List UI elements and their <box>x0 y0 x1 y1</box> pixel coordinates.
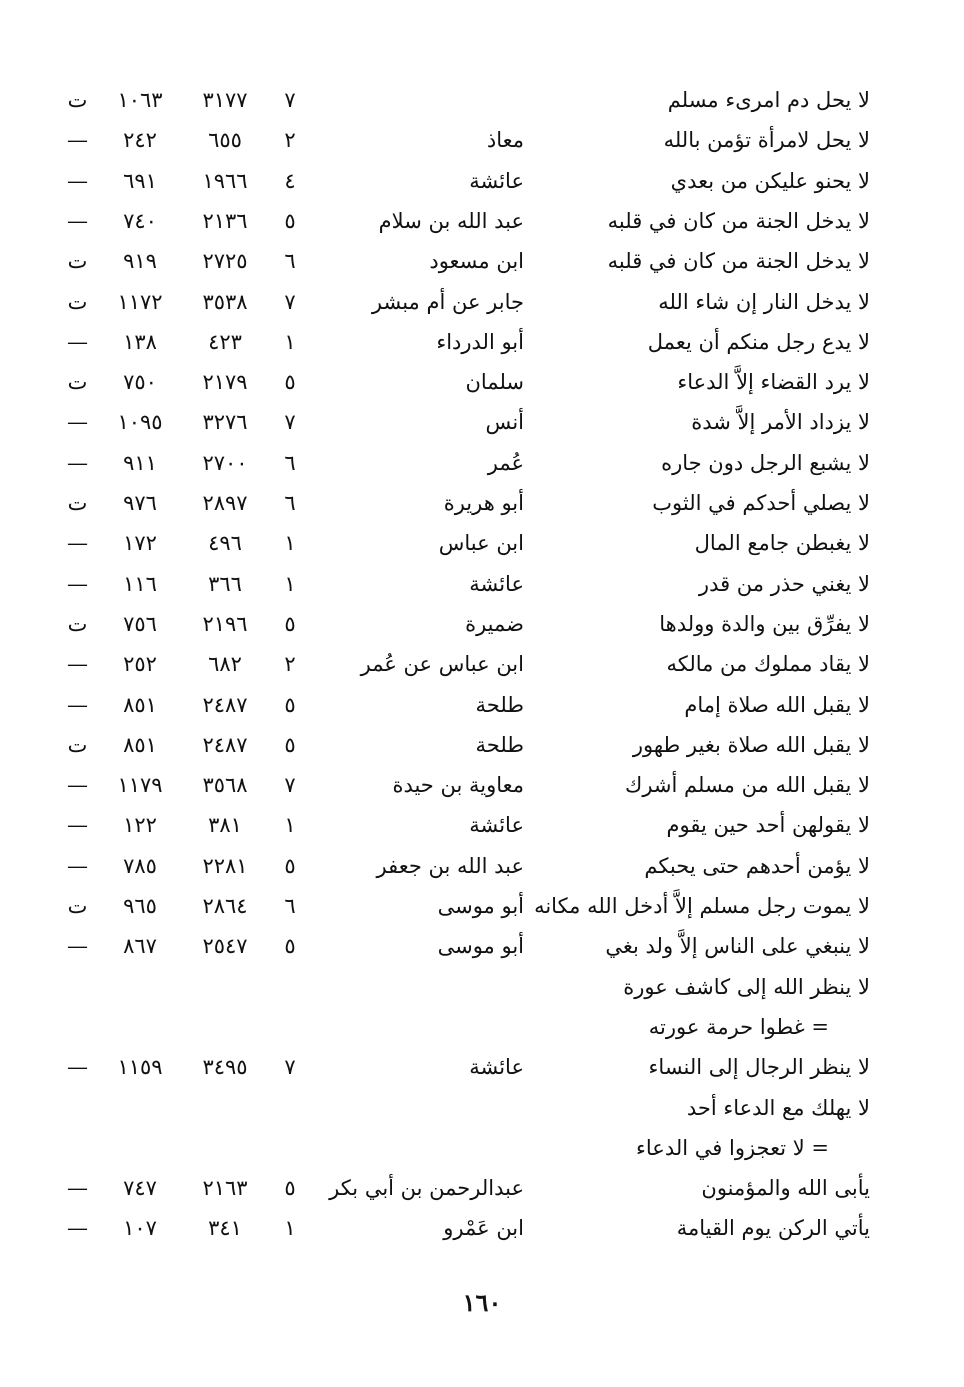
hadith-number: ٢٤٨٧ <box>202 732 248 757</box>
page-reference: ١١٥٩ <box>117 1055 163 1080</box>
page-reference: ٢٥٢ <box>123 652 157 677</box>
source-mark: ت <box>67 289 88 314</box>
hadith-number: ٢٧٢٥ <box>202 249 248 274</box>
table-row <box>0 604 964 644</box>
hadith-text: لا يفرِّق بين والدة وولدها <box>659 611 870 636</box>
hadith-text: لا يقاد مملوك من مالكه <box>666 652 870 677</box>
volume-number: ٧ <box>284 1055 296 1080</box>
hadith-text: يأتي الركن يوم القيامة <box>676 1216 870 1241</box>
page-reference: ٢٤٢ <box>123 128 157 153</box>
hadith-number: ٢١٣٦ <box>202 208 248 233</box>
page-reference: ٧٨٥ <box>123 853 157 878</box>
table-row <box>0 1208 964 1248</box>
page-reference: ١١٧٩ <box>117 773 163 798</box>
page-reference: ١٠٩٥ <box>117 410 163 435</box>
page-reference: ٩٧٦ <box>123 491 157 515</box>
source-mark: — <box>67 571 88 596</box>
volume-number: ١ <box>284 1216 296 1241</box>
narrator: ضميرة <box>465 611 524 636</box>
hadith-number: ٢١٩٦ <box>202 611 248 636</box>
narrator: أبو موسى <box>437 934 524 959</box>
hadith-text: يأبى الله والمؤمنون <box>701 1176 870 1201</box>
narrator: معاذ <box>486 128 524 153</box>
source-mark: — <box>67 813 88 838</box>
table-row <box>0 1047 964 1087</box>
volume-number: ٥ <box>284 853 296 878</box>
hadith-text: لا يقولهن أحد حين يقوم <box>666 813 870 838</box>
narrator: عائشة <box>469 1055 524 1080</box>
volume-number: ٧ <box>284 88 296 112</box>
table-row <box>0 402 964 442</box>
volume-number: ٦ <box>284 249 296 274</box>
table-row <box>0 926 964 966</box>
narrator: أبو موسى <box>437 894 524 918</box>
hadith-number: ٢١٧٩ <box>202 370 248 395</box>
hadith-text: لا يقبل الله من مسلم أشرك <box>625 773 870 798</box>
hadith-text: لا ينظر الله إلى كاشف عورة <box>623 974 870 999</box>
page-reference: ١٧٢ <box>123 531 157 556</box>
hadith-number: ٢٨٦٤ <box>202 894 248 918</box>
hadith-text: لا يؤمن أحدهم حتى يحبكم <box>644 853 870 878</box>
page-reference: ٦٩١ <box>123 168 157 193</box>
volume-number: ١ <box>284 571 296 596</box>
narrator: أنس <box>485 410 524 435</box>
source-mark: — <box>67 692 88 717</box>
volume-number: ٥ <box>284 370 296 395</box>
narrator: عبدالرحمن بن أبي بكر <box>329 1176 524 1201</box>
table-row <box>0 80 964 120</box>
table-row <box>0 523 964 563</box>
table-row <box>0 443 964 483</box>
hadith-number: ٣٢٧٦ <box>202 410 248 435</box>
page-reference: ١٣٨ <box>123 329 157 354</box>
table-row <box>0 725 964 765</box>
hadith-text: = غطوا حرمة عورته <box>648 1014 829 1039</box>
narrator: عبد الله بن سلام <box>378 208 524 233</box>
hadith-text: لا يشبع الرجل دون جاره <box>661 450 870 475</box>
hadith-text: لا يحنو عليكن من بعدي <box>670 168 870 193</box>
table-row <box>0 322 964 362</box>
table-row <box>0 644 964 684</box>
hadith-text: لا يحل لامرأة تؤمن بالله <box>663 128 870 153</box>
table-row <box>0 967 964 1007</box>
hadith-number: ١٩٦٦ <box>202 168 248 193</box>
volume-number: ٧ <box>284 410 296 435</box>
source-mark: — <box>67 329 88 354</box>
hadith-number: ٢٥٤٧ <box>202 934 248 959</box>
narrator: طلحة <box>475 732 524 757</box>
narrator: عُمر <box>487 450 524 475</box>
hadith-number: ٢٢٨١ <box>202 853 248 878</box>
hadith-number: ٦٨٢ <box>208 652 242 677</box>
source-mark: — <box>67 450 88 475</box>
volume-number: ٦ <box>284 450 296 475</box>
hadith-text: لا يدع رجل منكم أن يعمل <box>647 329 870 354</box>
volume-number: ٦ <box>284 491 296 515</box>
hadith-number: ٢١٦٣ <box>202 1176 248 1201</box>
source-mark: ت <box>67 491 88 515</box>
source-mark: ت <box>67 88 88 112</box>
narrator: أبو الدرداء <box>436 329 524 354</box>
source-mark: — <box>67 1176 88 1201</box>
source-mark: — <box>67 934 88 959</box>
table-row <box>0 1128 964 1168</box>
source-mark: — <box>67 410 88 435</box>
hadith-text: لا يرد القضاء إلاَّ الدعاء <box>677 370 870 395</box>
narrator: عائشة <box>469 813 524 838</box>
hadith-text: لا ينبغي على الناس إلاَّ ولد بغي <box>605 934 870 959</box>
table-row <box>0 846 964 886</box>
narrator: معاوية بن حيدة <box>392 773 524 798</box>
volume-number: ٢ <box>284 128 296 153</box>
hadith-number: ٢٧٠٠ <box>202 450 248 475</box>
narrator: ابن عباس عن عُمر <box>360 652 524 677</box>
hadith-number: ٤٩٦ <box>208 531 242 556</box>
narrator: عائشة <box>469 571 524 596</box>
source-mark: ت <box>67 249 88 274</box>
source-mark: ت <box>67 370 88 395</box>
source-mark: — <box>67 1055 88 1080</box>
volume-number: ٥ <box>284 692 296 717</box>
page-reference: ١٠٧ <box>123 1216 157 1241</box>
table-row <box>0 161 964 201</box>
hadith-text: لا يقبل الله صلاة إمام <box>684 692 870 717</box>
volume-number: ٦ <box>284 894 296 918</box>
hadith-text: لا يقبل الله صلاة بغير طهور <box>632 732 870 757</box>
source-mark: ت <box>67 894 88 918</box>
table-row <box>0 483 964 523</box>
narrator: عائشة <box>469 168 524 193</box>
page-reference: ٨٦٧ <box>123 934 157 959</box>
hadith-text: لا يدخل النار إن شاء الله <box>658 289 870 314</box>
hadith-text: = لا تعجزوا في الدعاء <box>636 1135 829 1160</box>
hadith-number: ٢٨٩٧ <box>202 491 248 515</box>
source-mark: — <box>67 652 88 677</box>
volume-number: ١ <box>284 813 296 838</box>
volume-number: ٧ <box>284 773 296 798</box>
page-number: ١٦٠ <box>462 1288 502 1317</box>
narrator: ابن عَمْرو <box>443 1216 524 1241</box>
hadith-text: لا يدخل الجنة من كان في قلبه <box>607 208 870 233</box>
narrator: جابر عن أم مبشر <box>371 289 524 314</box>
volume-number: ١ <box>284 329 296 354</box>
source-mark: — <box>67 1216 88 1241</box>
hadith-number: ٦٥٥ <box>208 128 242 153</box>
hadith-number: ٤٢٣ <box>208 329 242 354</box>
hadith-text: لا يدخل الجنة من كان في قلبه <box>607 249 870 274</box>
table-row <box>0 685 964 725</box>
table-row <box>0 120 964 160</box>
page-reference: ١٢٢ <box>123 813 157 838</box>
table-row <box>0 564 964 604</box>
narrator: ابن مسعود <box>429 249 524 274</box>
page-reference: ٧٤٧ <box>123 1176 157 1201</box>
volume-number: ٥ <box>284 732 296 757</box>
source-mark: — <box>67 531 88 556</box>
hadith-number: ٣٨١ <box>208 813 242 838</box>
hadith-text: لا يصلي أحدكم في الثوب <box>652 491 870 515</box>
hadith-text: لا يزداد الأمر إلاَّ شدة <box>691 410 870 435</box>
page-reference: ٩٦٥ <box>123 894 157 918</box>
hadith-text: لا يحل دم امرىء مسلم <box>667 88 870 112</box>
table-row <box>0 241 964 281</box>
hadith-number: ٣١٧٧ <box>202 88 248 112</box>
volume-number: ٧ <box>284 289 296 314</box>
volume-number: ٥ <box>284 934 296 959</box>
volume-number: ٥ <box>284 611 296 636</box>
hadith-text: لا ينظر الرجال إلى النساء <box>648 1055 870 1080</box>
narrator: عبد الله بن جعفر <box>376 853 524 878</box>
page-reference: ٨٥١ <box>123 692 157 717</box>
hadith-text: لا يهلك مع الدعاء أحد <box>686 1095 870 1120</box>
volume-number: ٤ <box>284 168 296 193</box>
page-reference: ١١٦ <box>123 571 157 596</box>
page-reference: ١١٧٢ <box>117 289 163 314</box>
table-row <box>0 282 964 322</box>
narrator: سلمان <box>465 370 524 395</box>
source-mark: — <box>67 168 88 193</box>
hadith-text: لا يموت رجل مسلم إلاَّ أدخل الله مكانه <box>534 894 870 918</box>
page-reference: ٧٥٦ <box>123 611 157 636</box>
hadith-number: ٣٦٦ <box>208 571 242 596</box>
source-mark: — <box>67 128 88 153</box>
narrator: طلحة <box>475 692 524 717</box>
source-mark: ت <box>67 732 88 757</box>
hadith-text: لا يغبطن جامع المال <box>694 531 870 556</box>
source-mark: — <box>67 208 88 233</box>
page-reference: ١٠٦٣ <box>117 88 163 112</box>
volume-number: ٢ <box>284 652 296 677</box>
source-mark: ت <box>67 611 88 636</box>
source-mark: — <box>67 853 88 878</box>
table-row <box>0 201 964 241</box>
table-row <box>0 362 964 402</box>
table-row <box>0 1168 964 1208</box>
page-reference: ٧٤٠ <box>123 208 157 233</box>
hadith-number: ٣٤١ <box>208 1216 242 1241</box>
page-reference: ٧٥٠ <box>123 370 157 395</box>
volume-number: ٥ <box>284 1176 296 1201</box>
page-reference: ٩١٩ <box>123 249 157 274</box>
table-row <box>0 886 964 926</box>
hadith-number: ٣٥٣٨ <box>202 289 248 314</box>
source-mark: — <box>67 773 88 798</box>
table-row <box>0 805 964 845</box>
page-reference: ٨٥١ <box>123 732 157 757</box>
table-row <box>0 1088 964 1128</box>
hadith-number: ٣٤٩٥ <box>202 1055 248 1080</box>
hadith-number: ٣٥٦٨ <box>202 773 248 798</box>
volume-number: ٥ <box>284 208 296 233</box>
hadith-text: لا يغني حذر من قدر <box>698 571 870 596</box>
table-row <box>0 765 964 805</box>
volume-number: ١ <box>284 531 296 556</box>
hadith-number: ٢٤٨٧ <box>202 692 248 717</box>
narrator: أبو هريرة <box>443 491 524 515</box>
narrator: ابن عباس <box>438 531 524 556</box>
table-row <box>0 1007 964 1047</box>
page-reference: ٩١١ <box>123 450 157 475</box>
